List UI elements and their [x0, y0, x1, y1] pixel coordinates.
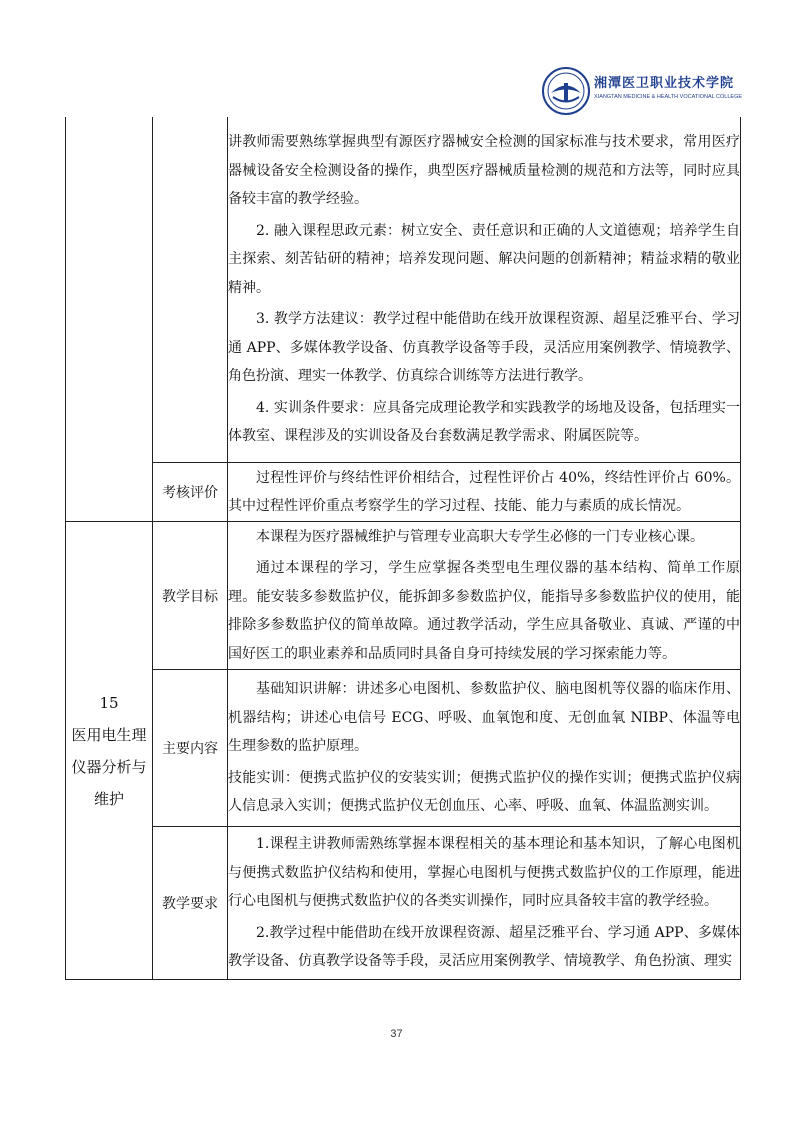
section-14-label-cont-cell [153, 117, 228, 463]
requirements-content [228, 827, 741, 980]
objectives-paragraph: 本课程为医疗器械维护与管理专业高职大专学生必修的一门专业核心课。 [256, 528, 704, 545]
college-logo-text [594, 72, 769, 100]
college-logo-icon [541, 66, 591, 116]
assessment-label: 考核评价 [153, 463, 228, 522]
section-15-title-line: 医用电生理 [71, 725, 147, 744]
content-paragraph: 基础知识讲解：讲述多心电图机、参数监护仪、脑电图机等仪器的临床作用、机器结构；讲述心电信号 ECG、呼吸、血氧饱和度、无创血氧 NIBP、体温等电生理参数的监护原理。 [228, 681, 740, 755]
objectives-content [228, 522, 741, 670]
section-15-title-cell [66, 522, 153, 980]
college-name-en: XIANGTAN MEDICINE & HEALTH VOCATIONAL COLLEGE [594, 94, 743, 100]
section-15-number: 15 [99, 693, 119, 712]
requirements-paragraph: 2.教学过程中能借助在线开放课程资源、超星泛雅平台、学习通 APP、多媒体教学设备、仿真教学设备等手段，灵活应用案例教学、情境教学、角色扮演、理实 [228, 924, 740, 970]
page-number: 37 [390, 1028, 403, 1040]
requirements-paragraph: 1.课程主讲教师需熟练掌握本课程相关的基本理论和基本知识，了解心电图机与便携式数监护仪结构和使用，掌握心电图机与便携式数监护仪的工作原理，能进行心电图机与便携式数监护仪的各类实训操作，同时应具备较丰富的教学经验。 [228, 836, 740, 910]
objectives-paragraph: 通过本课程的学习，学生应掌握各类型电生理仪器的基本结构、简单工作原理。能安装多参数监护仪，能拆卸多参数监护仪，能指导多参数监护仪的使用，能排除多参数监护仪的简单故障。通过教学活动，学生应具备敬业、真诚、严谨的中国好医工的职业素养和品质同时具备自身可持续发展的学习探索能力等。 [228, 560, 740, 662]
table-row [66, 463, 741, 522]
curriculum-table [65, 117, 741, 980]
req-cont-paragraph: 讲教师需要熟练掌握典型有源医疗器械安全检测的国家标准与技术要求，常用医疗器械设备安全检测设备的操作，典型医疗器械质量检测的规范和方法等，同时应具备较丰富的教学经验。 [228, 134, 740, 208]
req-point-4: 4. 实训条件要求：应具备完成理论教学和实践教学的场地及设备，包括理实一体教室、课程涉及的实训设备及台套数满足教学需求、附属医院等。 [228, 399, 740, 445]
assessment-content [228, 463, 741, 522]
section-15-title-line: 仪器分析与 [71, 757, 147, 776]
content-content [228, 670, 741, 827]
section-14-requirements-cont [228, 117, 741, 463]
table-row [66, 522, 741, 670]
section-14-cell [66, 117, 153, 522]
table-row [66, 670, 741, 827]
college-name-cn: 湘潭医卫职业技术学院 [594, 76, 735, 91]
assessment-text: 过程性评价与终结性评价相结合，过程性评价占 40%，终结性评价占 60%。其中过程性评价重点考察学生的学习过程、技能、能力与素质的成长情况。 [228, 469, 740, 514]
table-row [66, 827, 741, 980]
objectives-label: 教学目标 [153, 522, 228, 670]
content-label: 主要内容 [153, 670, 228, 827]
table-row [66, 117, 741, 463]
content-paragraph: 技能实训：便携式监护仪的安装实训；便携式监护仪的操作实训；便携式监护仪病人信息录入实训；便携式监护仪无创血压、心率、呼吸、血氧、体温监测实训。 [228, 769, 740, 815]
req-point-2: 2. 融入课程思政元素：树立安全、责任意识和正确的人文道德观；培养学生自主探索、刻苦钻研的精神；培养发现问题、解决问题的创新精神；精益求精的敬业精神。 [228, 222, 740, 296]
req-point-3: 3. 教学方法建议：教学过程中能借助在线开放课程资源、超星泛雅平台、学习通 APP、多媒体教学设备、仿真教学设备等手段，灵活应用案例教学、情境教学、角色扮演、理实一体教学、仿真综合训练等方法进行教学。 [228, 311, 740, 385]
section-15-title-line: 维护 [93, 789, 124, 808]
requirements-label: 教学要求 [153, 827, 228, 980]
